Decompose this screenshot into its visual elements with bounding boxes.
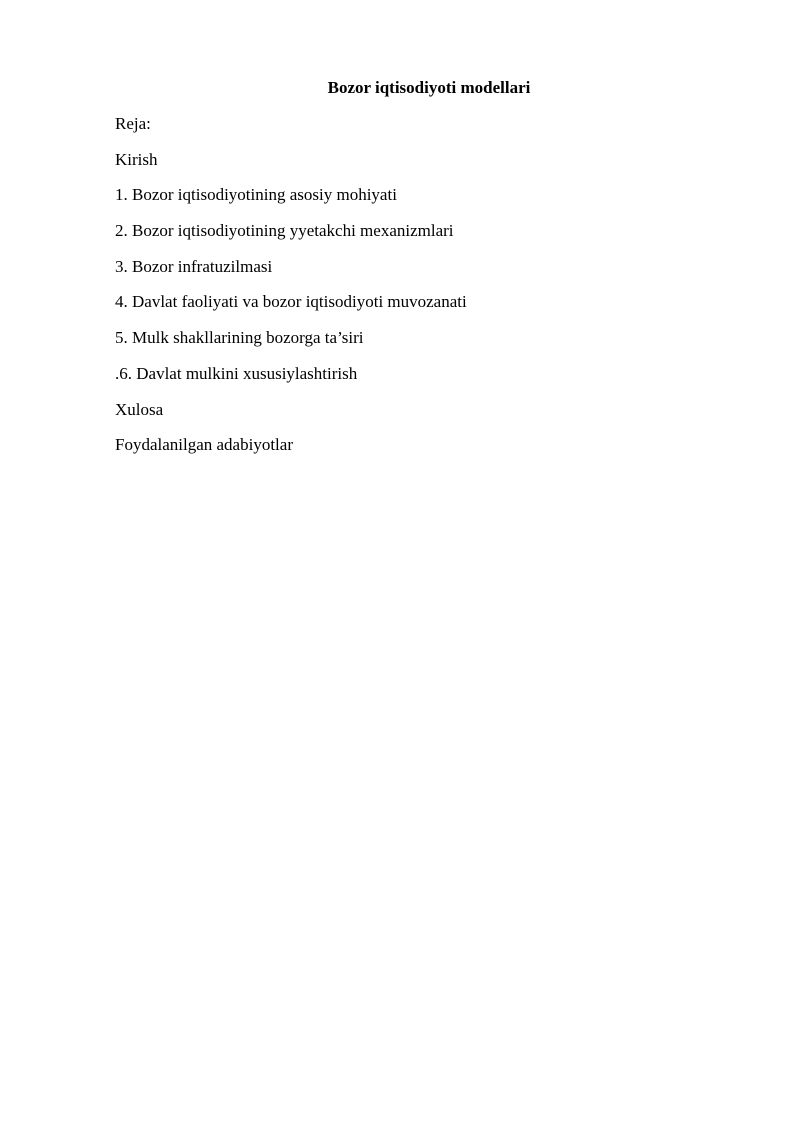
plan-item-5: 5. Mulk shakllarining bozorga ta’siri <box>115 328 364 348</box>
plan-item-references: Foydalanilgan adabiyotlar <box>115 435 293 455</box>
plan-item-4: 4. Davlat faoliyati va bozor iqtisodiyoti muvozanati <box>115 292 467 312</box>
document-title: Bozor iqtisodiyoti modellari <box>327 78 531 97</box>
plan-item-6: .6. Davlat mulkini xususiylashtirish <box>115 363 358 383</box>
plan-section <box>115 113 715 470</box>
plan-item-conclusion: Xulosa <box>115 399 164 419</box>
plan-item-1: 1. Bozor iqtisodiyotining asosiy mohiyati <box>115 185 397 205</box>
plan-label: Reja: <box>115 114 151 133</box>
plan-item-2: 2. Bozor iqtisodiyotining yyetakchi mexanizmlari <box>115 221 454 241</box>
plan-item-introduction: Kirish <box>115 149 158 169</box>
plan-item-3: 3. Bozor infratuzilmasi <box>115 256 273 276</box>
